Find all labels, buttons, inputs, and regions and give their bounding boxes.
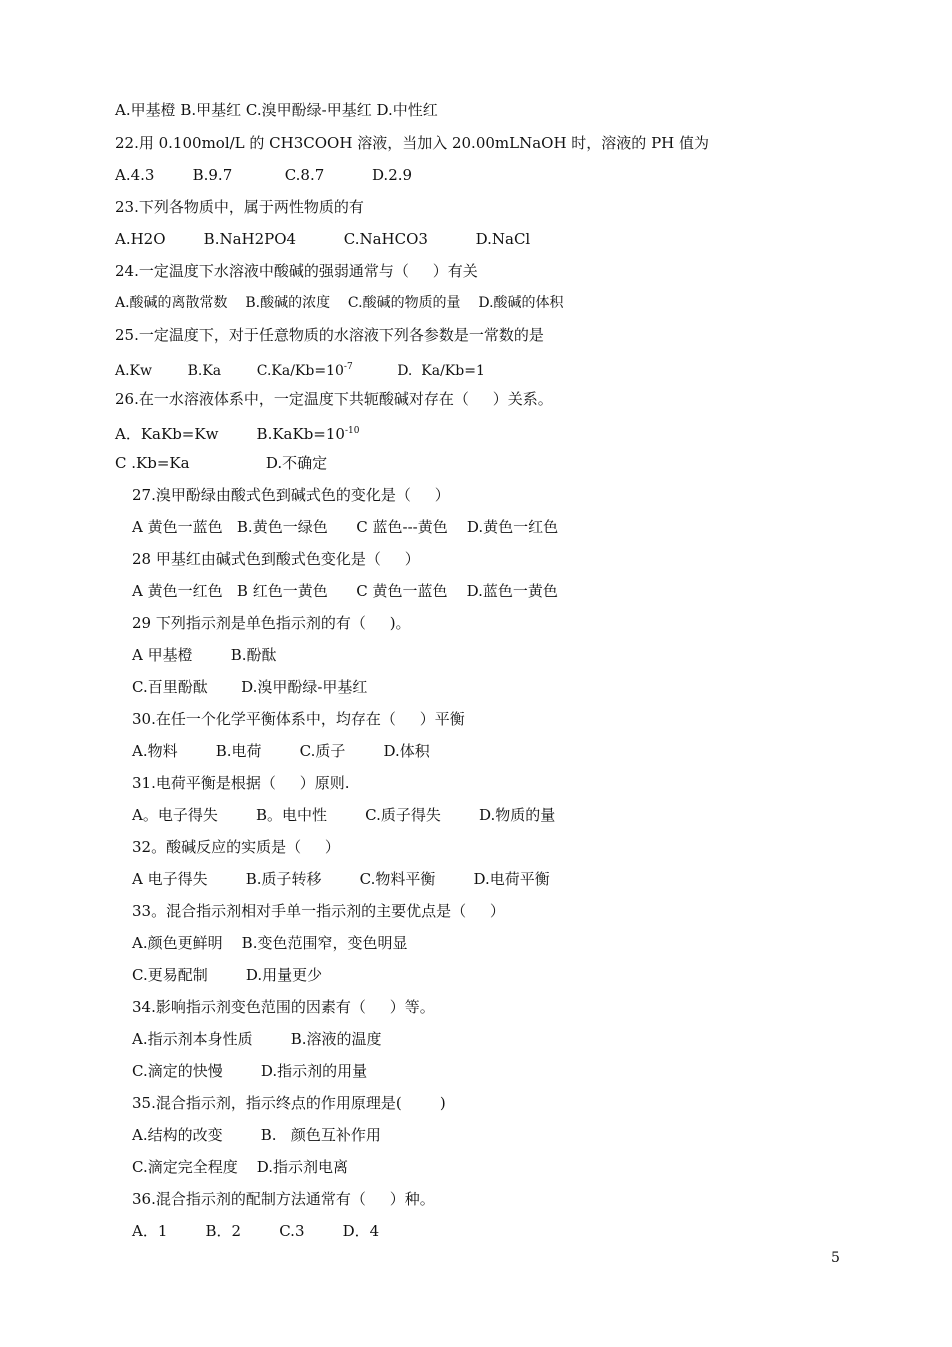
line-32: 35.混合指示剂，指示终点的作用原理是( ) xyxy=(132,1094,446,1112)
line-17: 29 下列指示剂是单色指示剂的有（ )。 xyxy=(132,614,411,632)
line-35: 36.混合指示剂的配制方法通常有（ ）种。 xyxy=(132,1190,435,1208)
line-10: 26.在一水溶液体系中，一定温度下共轭酸碱对存在（ ）关系。 xyxy=(115,390,553,408)
line-1: A.甲基橙 B.甲基红 C.溴甲酚绿-甲基红 D.中性红 xyxy=(115,101,438,119)
line-34: C.滴定完全程度 D.指示剂电离 xyxy=(132,1158,349,1176)
line-9-pre: A.Kw B.Ka C.Ka/Kb=10 xyxy=(115,363,344,379)
line-8: 25.一定温度下，对于任意物质的水溶液下列各参数是一常数的是 xyxy=(115,326,544,344)
line-4: 23.下列各物质中，属于两性物质的有 xyxy=(115,198,364,216)
line-9 xyxy=(115,357,485,381)
line-33: A.结构的改变 B. 颜色互补作用 xyxy=(132,1126,381,1144)
line-6: 24.一定温度下水溶液中酸碱的强弱通常与（ ）有关 xyxy=(115,262,478,280)
page-number: 5 xyxy=(831,1250,840,1266)
line-22: 31.电荷平衡是根据（ ）原则. xyxy=(132,774,350,792)
line-21: A.物料 B.电荷 C.质子 D.体积 xyxy=(132,742,430,760)
line-27: A.颜色更鲜明 B.变色范围窄，变色明显 xyxy=(132,934,408,952)
line-9-post: D. Ka/Kb=1 xyxy=(352,363,485,379)
line-11 xyxy=(115,421,359,444)
line-13: 27.溴甲酚绿由酸式色到碱式色的变化是（ ） xyxy=(132,486,450,504)
line-15: 28 甲基红由碱式色到酸式色变化是（ ） xyxy=(132,550,420,568)
line-28: C.更易配制 D.用量更少 xyxy=(132,966,323,984)
line-36: A．1 B．2 C.3 D．4 xyxy=(132,1222,380,1240)
line-19: C.百里酚酞 D.溴甲酚绿-甲基红 xyxy=(132,678,368,696)
line-31: C.滴定的快慢 D.指示剂的用量 xyxy=(132,1062,368,1080)
line-9-sup: -7 xyxy=(343,362,353,372)
line-11-pre: A．KaKb=Kw B.KaKb=10 xyxy=(115,425,345,443)
line-5: A.H2O B.NaH2PO4 C.NaHCO3 D.NaCl xyxy=(115,230,531,248)
line-7: A.酸碱的离散常数 B.酸碱的浓度 C.酸碱的物质的量 D.酸碱的体积 xyxy=(115,295,564,311)
line-18: A 甲基橙 B.酚酞 xyxy=(132,646,277,664)
line-20: 30.在任一个化学平衡体系中，均存在（ ）平衡 xyxy=(132,710,465,728)
line-2: 22.用 0.100mol/L 的 CH3COOH 溶液，当加入 20.00mLNaOH 时，溶液的 PH 值为 xyxy=(115,134,710,152)
line-16: A 黄色一红色 B 红色一黄色 C 黄色一蓝色 D.蓝色一黄色 xyxy=(132,582,558,600)
line-14: A 黄色一蓝色 B.黄色一绿色 C 蓝色---黄色 D.黄色一红色 xyxy=(132,518,559,536)
line-26: 33。混合指示剂相对手单一指示剂的主要优点是（ ） xyxy=(132,902,505,920)
line-29: 34.影响指示剂变色范围的因素有（ ）等。 xyxy=(132,998,435,1016)
line-11-sup: -10 xyxy=(344,426,360,436)
line-30: A.指示剂本身性质 B.溶液的温度 xyxy=(132,1030,382,1048)
line-25: A 电子得失 B.质子转移 C.物料平衡 D.电荷平衡 xyxy=(132,870,550,888)
line-3: A.4.3 B.9.7 C.8.7 D.2.9 xyxy=(115,166,413,184)
line-12: C .Kb=Ka D.不确定 xyxy=(115,454,328,472)
line-24: 32。酸碱反应的实质是（ ） xyxy=(132,838,340,856)
line-23: A。电子得失 B。电中性 C.质子得失 D.物质的量 xyxy=(132,806,556,824)
